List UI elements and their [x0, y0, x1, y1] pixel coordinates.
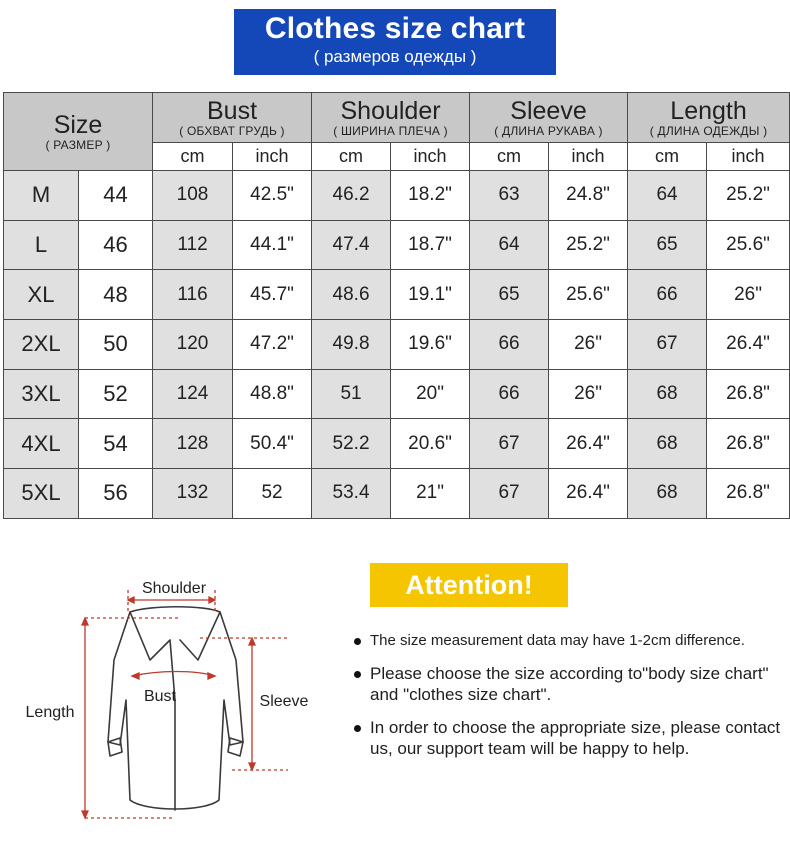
coat-icon — [108, 607, 243, 810]
sleeve-header-sub: ( ДЛИНА РУКАВА ) — [494, 123, 603, 138]
bust-header — [153, 93, 312, 143]
cell-length-in: 26.4" — [707, 320, 790, 370]
table-row — [4, 369, 790, 419]
cell-length-cm: 64 — [628, 171, 707, 221]
cell-length-cm: 65 — [628, 220, 707, 270]
cell-sleeve-in: 26.4" — [549, 469, 628, 519]
cell-bust-cm: 120 — [153, 320, 233, 370]
note-text: The size measurement data may have 1-2cm difference. — [370, 632, 745, 649]
title-banner — [234, 9, 556, 75]
attention-banner: Attention! — [370, 563, 568, 607]
cell-bust-in: 42.5" — [233, 171, 312, 221]
cell-sleeve-in: 26.4" — [549, 419, 628, 469]
unit-inch: inch — [391, 143, 470, 171]
sleeve-header — [470, 93, 628, 143]
cell-bust-in: 52 — [233, 469, 312, 519]
cell-sleeve-cm: 64 — [470, 220, 549, 270]
bullet-icon — [354, 725, 361, 732]
cell-shoulder-cm: 46.2 — [312, 171, 391, 221]
cell-length-in: 26.8" — [707, 369, 790, 419]
cell-ru: 46 — [79, 220, 153, 270]
note-text: Please choose the size according to"body size chart" and "clothes size chart". — [370, 664, 769, 704]
size-header-sub: ( РАЗМЕР ) — [45, 137, 111, 152]
table-row — [4, 419, 790, 469]
cell-bust-cm: 108 — [153, 171, 233, 221]
cell-bust-cm: 128 — [153, 419, 233, 469]
coat-cuff-right — [228, 738, 243, 756]
shoulder-header-label: Shoulder — [340, 96, 441, 125]
unit-cm: cm — [153, 143, 233, 171]
cell-length-in: 26.8" — [707, 419, 790, 469]
attention-notes — [352, 630, 788, 771]
cell-size: 5XL — [4, 469, 79, 519]
cell-sleeve-cm: 67 — [470, 469, 549, 519]
cell-length-cm: 68 — [628, 469, 707, 519]
cell-ru: 50 — [79, 320, 153, 370]
cell-shoulder-in: 20.6" — [391, 419, 470, 469]
cell-ru: 52 — [79, 369, 153, 419]
cell-size: L — [4, 220, 79, 270]
cell-bust-in: 48.8" — [233, 369, 312, 419]
cell-bust-in: 47.2" — [233, 320, 312, 370]
cell-shoulder-cm: 47.4 — [312, 220, 391, 270]
unit-inch: inch — [707, 143, 790, 171]
cell-bust-cm: 132 — [153, 469, 233, 519]
cell-length-in: 26" — [707, 270, 790, 320]
shoulder-label: Shoulder — [141, 580, 207, 597]
table-row — [4, 320, 790, 370]
cell-bust-cm: 124 — [153, 369, 233, 419]
bust-label: Bust — [143, 688, 177, 705]
cell-length-cm: 68 — [628, 419, 707, 469]
table-row — [4, 270, 790, 320]
cell-bust-cm: 116 — [153, 270, 233, 320]
cell-sleeve-in: 25.2" — [549, 220, 628, 270]
length-header — [628, 93, 790, 143]
cell-shoulder-in: 19.1" — [391, 270, 470, 320]
cell-size: 4XL — [4, 419, 79, 469]
cell-shoulder-cm: 48.6 — [312, 270, 391, 320]
unit-inch: inch — [233, 143, 312, 171]
table-row — [4, 171, 790, 221]
bullet-icon — [354, 638, 361, 645]
note-text: In order to choose the appropriate size, please contact us, our support team will be happy to help. — [370, 718, 781, 758]
cell-size: M — [4, 171, 79, 221]
cell-length-cm: 68 — [628, 369, 707, 419]
cell-ru: 44 — [79, 171, 153, 221]
cell-shoulder-cm: 52.2 — [312, 419, 391, 469]
length-label: Length — [25, 704, 75, 721]
cell-length-in: 25.6" — [707, 220, 790, 270]
cell-ru: 56 — [79, 469, 153, 519]
cell-sleeve-in: 25.6" — [549, 270, 628, 320]
note-item — [352, 717, 788, 759]
cell-shoulder-cm: 49.8 — [312, 320, 391, 370]
shoulder-header — [312, 93, 470, 143]
length-header-sub: ( ДЛИНА ОДЕЖДЫ ) — [649, 123, 768, 138]
unit-cm: cm — [628, 143, 707, 171]
cell-sleeve-cm: 66 — [470, 320, 549, 370]
size-header — [4, 93, 153, 171]
cell-ru: 48 — [79, 270, 153, 320]
cell-shoulder-in: 18.7" — [391, 220, 470, 270]
shoulder-header-sub: ( ШИРИНА ПЛЕЧА ) — [333, 123, 448, 138]
unit-cm: cm — [312, 143, 391, 171]
cell-length-cm: 67 — [628, 320, 707, 370]
bullet-icon — [354, 671, 361, 678]
sleeve-label: Sleeve — [259, 693, 309, 710]
cell-shoulder-in: 20" — [391, 369, 470, 419]
cell-shoulder-cm: 51 — [312, 369, 391, 419]
cell-size: XL — [4, 270, 79, 320]
table-row — [4, 469, 790, 519]
cell-sleeve-cm: 66 — [470, 369, 549, 419]
cell-bust-in: 45.7" — [233, 270, 312, 320]
bust-header-label: Bust — [207, 96, 258, 125]
cell-sleeve-in: 24.8" — [549, 171, 628, 221]
measure-lines — [82, 590, 288, 818]
cell-length-in: 25.2" — [707, 171, 790, 221]
cell-length-in: 26.8" — [707, 469, 790, 519]
cell-sleeve-in: 26" — [549, 369, 628, 419]
cell-shoulder-in: 21" — [391, 469, 470, 519]
bust-header-sub: ( ОБХВАТ ГРУДЬ ) — [179, 123, 285, 138]
cell-sleeve-cm: 67 — [470, 419, 549, 469]
size-rows — [4, 171, 790, 519]
cell-bust-in: 50.4" — [233, 419, 312, 469]
cell-length-cm: 66 — [628, 270, 707, 320]
length-header-label: Length — [670, 96, 747, 125]
cell-size: 3XL — [4, 369, 79, 419]
cell-ru: 54 — [79, 419, 153, 469]
cell-sleeve-in: 26" — [549, 320, 628, 370]
cell-bust-in: 44.1" — [233, 220, 312, 270]
cell-size: 2XL — [4, 320, 79, 370]
cell-shoulder-cm: 53.4 — [312, 469, 391, 519]
cell-bust-cm: 112 — [153, 220, 233, 270]
cell-sleeve-cm: 65 — [470, 270, 549, 320]
page-title: Clothes size chart — [264, 12, 526, 45]
size-header-label: Size — [53, 110, 103, 139]
table-row — [4, 220, 790, 270]
unit-cm: cm — [470, 143, 549, 171]
size-table — [3, 92, 790, 519]
coat-cuff-left — [108, 738, 122, 756]
cell-sleeve-cm: 63 — [470, 171, 549, 221]
cell-shoulder-in: 18.2" — [391, 171, 470, 221]
sleeve-header-label: Sleeve — [510, 96, 587, 125]
page-subtitle: ( размеров одежды ) — [313, 47, 477, 66]
coat-collar-left — [130, 612, 175, 700]
coat-diagram — [0, 560, 350, 860]
unit-inch: inch — [549, 143, 628, 171]
note-item — [352, 663, 788, 705]
cell-shoulder-in: 19.6" — [391, 320, 470, 370]
coat-collar-right — [180, 612, 220, 660]
note-item — [352, 630, 788, 651]
